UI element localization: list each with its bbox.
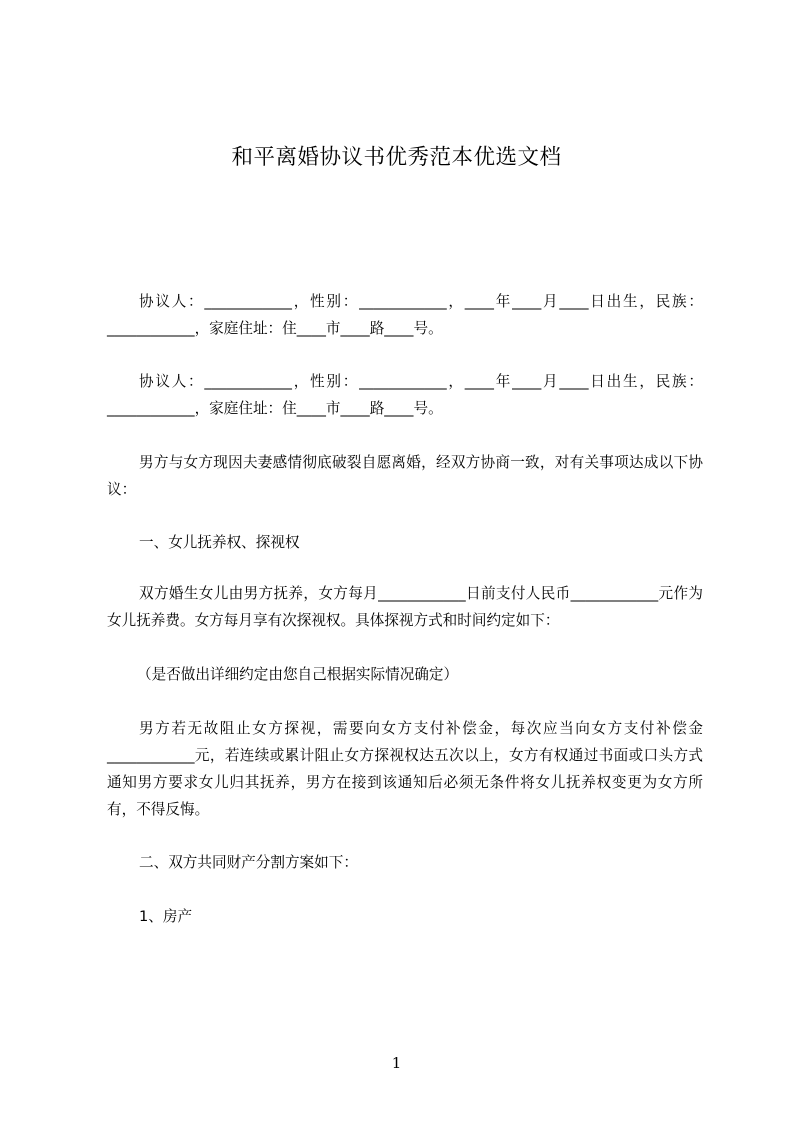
party-two-info: 协议人：____________，性别：____________，____年____月____日出生，民族：____________，家庭住址：住____市____路____号。 bbox=[107, 373, 703, 417]
party-one-info: 协议人：____________，性别：____________，____年____月____日出生，民族：____________，家庭住址：住____市____路____号。 bbox=[107, 293, 703, 337]
visitation-compensation-paragraph: 男方若无故阻止女方探视，需要向女方支付补偿金，每次应当向女方支付补偿金____________元，若连续或累计阻止女方探视权达五次以上，女方有权通过书面或口头方式通知男方要求女儿归其抚养，男方在接到该通知后必须无条件将女儿抚养权变更为女方所有，不得反悔。 bbox=[107, 720, 703, 818]
document-title: 和平离婚协议书优秀范本优选文档 bbox=[231, 145, 562, 170]
custody-note: （是否做出详细约定由您自己根据实际情况确定） bbox=[137, 666, 459, 683]
agreement-preamble: 男方与女方现因夫妻感情彻底破裂自愿离婚，经双方协商一致，对有关事项达成以下协议： bbox=[107, 454, 703, 498]
custody-support-paragraph: 双方婚生女儿由男方抚养，女方每月____________日前支付人民币____________元作为女儿抚养费。女方每月享有次探视权。具体探视方式和时间约定如下： bbox=[107, 585, 703, 629]
page-number: 1 bbox=[391, 1054, 402, 1072]
subsection-real-estate: 1、房产 bbox=[139, 908, 193, 925]
section-heading-custody: 一、女儿抚养权、探视权 bbox=[139, 534, 300, 551]
section-heading-property: 二、双方共同财产分割方案如下： bbox=[139, 854, 358, 871]
